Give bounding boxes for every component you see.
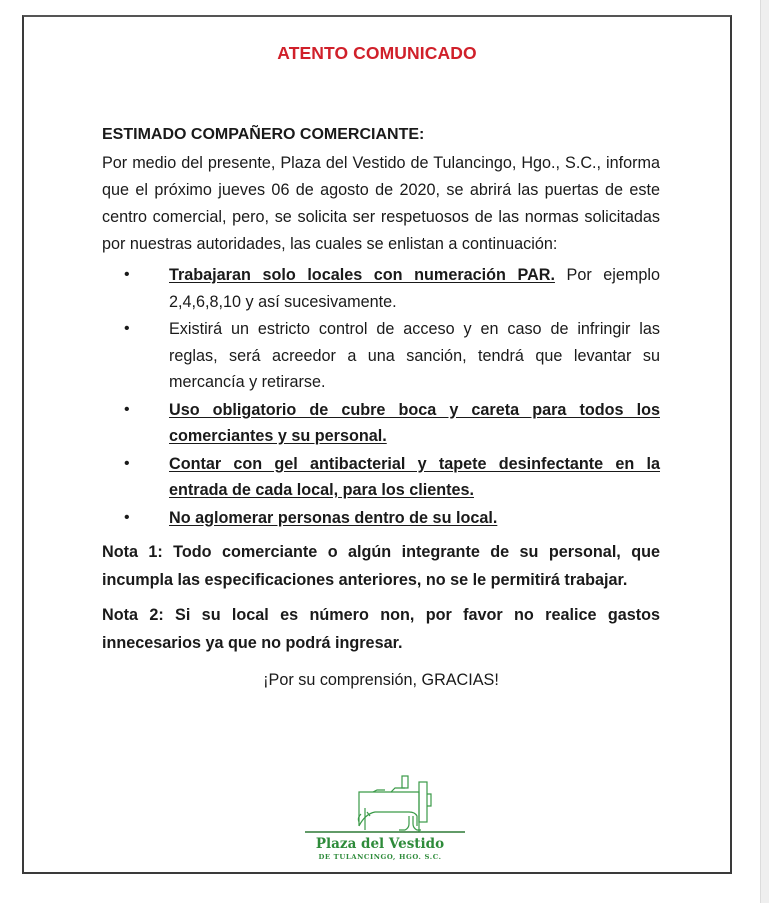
logo-name: Plaza del Vestido — [315, 836, 445, 852]
bullet-icon: • — [124, 320, 130, 337]
rule-emphasis: Trabajaran solo locales con numeración PAR. — [169, 266, 555, 284]
thanks-line: ¡Por su comprensión, GRACIAS! — [263, 671, 499, 689]
sewing-machine-icon — [295, 772, 465, 834]
list-item — [102, 316, 660, 396]
vertical-scrollbar[interactable] — [760, 0, 769, 903]
logo-subtitle: DE TULANCINGO, HGO. S.C. — [318, 853, 442, 861]
list-item — [102, 262, 660, 315]
note-1: Nota 1: Todo comerciante o algún integrante de su personal, que incumpla las especificaciones anteriores, no se le permitirá trabajar. — [102, 543, 660, 589]
document-title: ATENTO COMUNICADO — [277, 43, 477, 63]
list-item — [102, 505, 660, 532]
rules-list — [102, 262, 660, 531]
company-logo — [280, 772, 480, 862]
rule-emphasis: No aglomerar personas dentro de su local. — [169, 508, 498, 527]
note-2: Nota 2: Si su local es número non, por favor no realice gastos innecesarios ya que no podrá ingresar. — [102, 606, 660, 652]
rule-emphasis: Contar con gel antibacterial y tapete desinfectante en la entrada de cada local, para los clientes. — [169, 454, 660, 499]
bullet-icon: • — [124, 508, 130, 526]
bullet-icon: • — [124, 266, 130, 283]
document-body — [102, 121, 660, 694]
bullet-icon: • — [124, 400, 130, 418]
list-item — [102, 451, 660, 504]
document-page — [22, 15, 732, 874]
list-item — [102, 397, 660, 450]
intro-paragraph: Por medio del presente, Plaza del Vestido de Tulancingo, Hgo., S.C., informa que el próximo jueves 06 de agosto de 2020, se abrirá las puertas de este centro comercial, pero, se solicita ser respetuosos de las normas solicitadas por nuestras autoridades, las cuales se enlistan a continuación: — [102, 154, 660, 253]
rule-emphasis: Uso obligatorio de cubre boca y careta para todos los comerciantes y su personal. — [169, 400, 660, 445]
greeting: ESTIMADO COMPAÑERO COMERCIANTE: — [102, 126, 425, 143]
rule-text: Por ejemplo 2,4,6,8,10 y así sucesivamente. — [169, 266, 660, 311]
bullet-icon: • — [124, 454, 130, 472]
rule-text: Existirá un estricto control de acceso y en caso de infringir las reglas, será acreedor a una sanción, tendrá que levantar su mercancía y retirarse. — [169, 320, 660, 391]
